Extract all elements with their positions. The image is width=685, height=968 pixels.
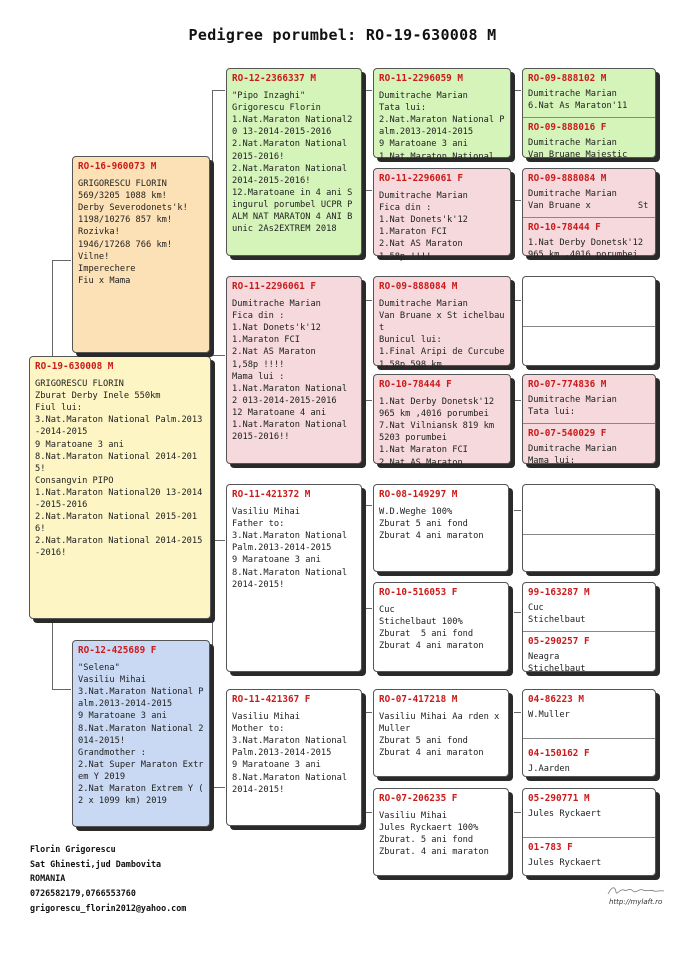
grandsire-card[interactable]: [226, 484, 362, 672]
pigeon-notes: Dumitrache Marian Van Bruane x St: [528, 189, 649, 212]
connector-line: [364, 712, 372, 713]
connector-line: [364, 505, 372, 506]
great-great-grandparent-pair[interactable]: [522, 68, 656, 161]
ring-number: 04-86223 M: [528, 694, 584, 705]
great-great-grandparent-pair[interactable]: [522, 689, 656, 777]
owner-phone: 0726582179,0766553760: [30, 888, 136, 899]
pigeon-notes: Dumitrache Marian Fica din : 1.Nat Donets'k'12 1.Maraton FCI 2.Nat AS Maraton 1,58p !!!!: [379, 191, 468, 262]
ring-number: RO-10-78444 F: [379, 379, 452, 390]
owner-contact: [30, 842, 186, 916]
connector-line: [514, 612, 521, 613]
ring-number: RO-11-421367 F: [232, 694, 311, 705]
pigeon-notes: Dumitrache Marian Van Bruane x St ichelbaut Bunicul lui: 1.Final Aripi de Curcube 1,58p 598 km: [379, 299, 505, 370]
ring-number: RO-09-888016 F: [528, 122, 607, 133]
ring-number: RO-11-2296061 F: [232, 281, 316, 292]
connector-line: [364, 400, 372, 401]
pigeon-notes: GRIGORESCU FLORIN Zburat Derby Inele 550km Fiul lui: 3.Nat.Maraton National Palm.2013-2014-2015 9 Maratoane 3 ani 8.Nat.Maraton National 2014-2015! Consangvin PIPO 1.Nat.Maraton National20 13-2014-2015-2016 2.Nat.Maraton National 2015-2016! 2.Nat.Maraton National 2014-2015-2016!: [35, 379, 203, 559]
website-link[interactable]: http://mylaft.ro: [609, 898, 663, 906]
ring-number: RO-07-417218 M: [379, 694, 458, 705]
owner-address: Sat Ghinesti,jud Dambovita: [30, 858, 162, 869]
ring-number: RO-10-516053 F: [379, 587, 458, 598]
pigeon-notes: Jules Ryckaert: [528, 858, 602, 869]
great-grandparent-card[interactable]: [373, 374, 511, 468]
granddam-card[interactable]: [226, 689, 362, 826]
great-great-grandparent-pair[interactable]: [522, 484, 656, 572]
connector-line: [212, 90, 213, 355]
great-grandparent-card[interactable]: [373, 689, 509, 777]
pigeon-notes: Dumitrache Marian Tata lui: 2.Nat.Maraton National Palm.2013-2014-2015 9 Maratoane 3 ani 1.Nat.Maraton National: [379, 91, 505, 162]
connector-line: [364, 190, 372, 191]
great-great-grandparent-pair[interactable]: [522, 582, 656, 675]
pigeon-notes: Dumitrache Marian Mama lui:: [528, 444, 617, 467]
connector-line: [364, 608, 372, 609]
pigeon-notes: Dumitrache Marian Fica din : 1.Nat Donets'k'12 1.Maraton FCI 2.Nat AS Maraton 1,58p !!!! Mama lui : 1.Nat.Maraton National 2 013-2014-2015-2016 12 Maratoane 4 ani 1.Nat.Maraton National 2015-2016!!: [232, 299, 348, 443]
connector-line: [364, 505, 365, 608]
connector-line: [52, 260, 71, 261]
ring-number: RO-12-425689 F: [78, 645, 157, 656]
ring-number: RO-09-888084 M: [528, 173, 607, 184]
pigeon-notes: 1.Nat Derby Donetsk'12 965 km ,4016 porumbei: [528, 238, 644, 261]
pigeon-notes: Vasiliu Mihai Mother to: 3.Nat.Maraton National Palm.2013-2014-2015 9 Maratoane 3 ani 8.Nat.Maraton National 2014-2015!: [232, 712, 348, 795]
pigeon-notes: Vasiliu Mihai Father to: 3.Nat.Maraton National Palm.2013-2014-2015 9 Maratoane 3 ani 8.Nat.Maraton National 2014-2015!: [232, 507, 348, 590]
pigeon-notes: J.Aarden: [528, 764, 570, 775]
connector-line: [514, 400, 521, 401]
pigeon-notes: Cuc Stichelbaut: [528, 603, 586, 626]
pigeon-notes: Vasiliu Mihai Jules Ryckaert 100% Zburat. 5 ani fond Zburat. 4 ani maraton: [379, 811, 489, 858]
pigeon-notes: Neagra Stichelbaut: [528, 652, 586, 675]
owner-name: Florin Grigorescu: [30, 844, 116, 854]
connector-line: [52, 689, 71, 690]
connector-line: [212, 540, 225, 541]
pigeon-notes: W.D.Weghe 100% Zburat 5 ani fond Zburat 4 ani maraton: [379, 507, 484, 542]
connector-line: [514, 300, 521, 301]
great-grandparent-card[interactable]: [373, 582, 509, 672]
connector-line: [364, 90, 365, 190]
ring-number: RO-19-630008 M: [35, 361, 114, 372]
ring-number: 04-150162 F: [528, 748, 590, 759]
great-grandparent-card[interactable]: [373, 168, 511, 262]
connector-line: [364, 90, 372, 91]
ring-number: RO-16-960073 M: [78, 161, 157, 172]
pigeon-notes: Dumitrache Marian Tata lui:: [528, 395, 617, 418]
great-grandparent-card[interactable]: [373, 276, 511, 370]
connector-line: [364, 812, 372, 813]
ring-number: 05-290257 F: [528, 636, 590, 647]
sire-card[interactable]: [72, 156, 210, 353]
ring-number: 05-290771 M: [528, 793, 590, 804]
great-grandparent-card[interactable]: [373, 68, 511, 162]
connector-line: [212, 90, 225, 91]
dam-card[interactable]: [72, 640, 210, 827]
ring-number: 99-163287 M: [528, 587, 590, 598]
great-great-grandparent-pair[interactable]: [522, 788, 656, 876]
connector-line: [514, 90, 521, 91]
ring-number: RO-12-2366337 M: [232, 73, 316, 84]
ring-number: 01-783 F: [528, 842, 573, 853]
ring-number: RO-07-774836 M: [528, 379, 607, 390]
owner-email[interactable]: grigorescu_florin2012@yahoo.com: [30, 902, 187, 913]
ring-number: RO-11-421372 M: [232, 489, 311, 500]
ring-number: RO-08-149297 M: [379, 489, 458, 500]
ring-number: RO-09-888102 M: [528, 73, 607, 84]
great-great-grandparent-pair[interactable]: [522, 276, 656, 366]
ring-number: RO-07-206235 F: [379, 793, 458, 804]
connector-line: [514, 712, 521, 713]
pigeon-notes: Cuc Stichelbaut 100% Zburat 5 ani fond Zburat 4 ani maraton: [379, 605, 484, 652]
signature-logo: [606, 882, 666, 898]
pigeon-notes: W.Muller: [528, 710, 570, 721]
pigeon-notes: Jules Ryckaert: [528, 809, 602, 820]
connector-line: [514, 812, 521, 813]
ring-number: RO-11-2296061 F: [379, 173, 463, 184]
great-great-grandparent-pair[interactable]: [522, 168, 656, 261]
pigeon-notes: Vasiliu Mihai Aa rden x Muller Zburat 5 ani fond Zburat 4 ani maraton: [379, 712, 500, 759]
pigeon-notes: "Pipo Inzaghi" Grigorescu Florin 1.Nat.Maraton National20 13-2014-2015-2016 2.Nat.Maraton National 2015-2016! 2.Nat.Maraton National 2014-2015-2016! 12.Maratoane in 4 ani Singurul porumbel UCPR PALM NAT MARATON 4 ANI Bunic 2As2EXTREM 2018: [232, 91, 353, 235]
ring-number: RO-07-540029 F: [528, 428, 607, 439]
pigeon-notes: Dumitrache Marian 6.Nat As Maraton'11: [528, 89, 628, 112]
great-grandparent-card[interactable]: [373, 484, 509, 572]
ring-number: RO-09-888084 M: [379, 281, 458, 292]
great-great-grandparent-pair[interactable]: [522, 374, 656, 467]
pigeon-notes: 1.Nat Derby Donetsk'12 965 km ,4016 porumbei 7.Nat Vilniansk 819 km 5203 porumbei 1.Nat Maraton FCI 2.Nat AS Maraton: [379, 397, 495, 468]
connector-line: [212, 787, 225, 788]
ring-number: RO-11-2296059 M: [379, 73, 463, 84]
connector-line: [364, 300, 372, 301]
owner-country: ROMANIA: [30, 873, 66, 884]
connector-line: [212, 355, 225, 356]
connector-line: [514, 510, 521, 511]
page-title: Pedigree porumbel: RO-19-630008 M: [188, 26, 497, 44]
granddam-card[interactable]: [226, 276, 362, 464]
connector-line: [364, 300, 365, 400]
grandsire-card[interactable]: [226, 68, 362, 256]
connector-line: [364, 712, 365, 812]
connector-line: [514, 200, 521, 201]
pigeon-notes: Dumitrache Marian Van Bruane Majestic: [528, 138, 628, 161]
subject-card[interactable]: [29, 356, 211, 619]
pigeon-notes: "Selena" Vasiliu Mihai 3.Nat.Maraton National Palm.2013-2014-2015 9 Maratoane 3 ani 8.Nat.Maraton National 2014-2015! Grandmother : 2.Nat Super Maraton Extrem Y 2019 2.Nat Maraton Extrem Y ( 2 x 1099 km) 2019: [78, 663, 204, 807]
pigeon-notes: GRIGORESCU FLORIN 569/3205 1088 km! Derby Severodonets'k! 1198/10276 857 km! Rozivka! 1946/17268 766 km! Vilne! Imperechere Fiu x Mama: [78, 179, 188, 286]
ring-number: RO-10-78444 F: [528, 222, 601, 233]
great-grandparent-card[interactable]: [373, 788, 509, 876]
connector-line: [212, 540, 213, 787]
